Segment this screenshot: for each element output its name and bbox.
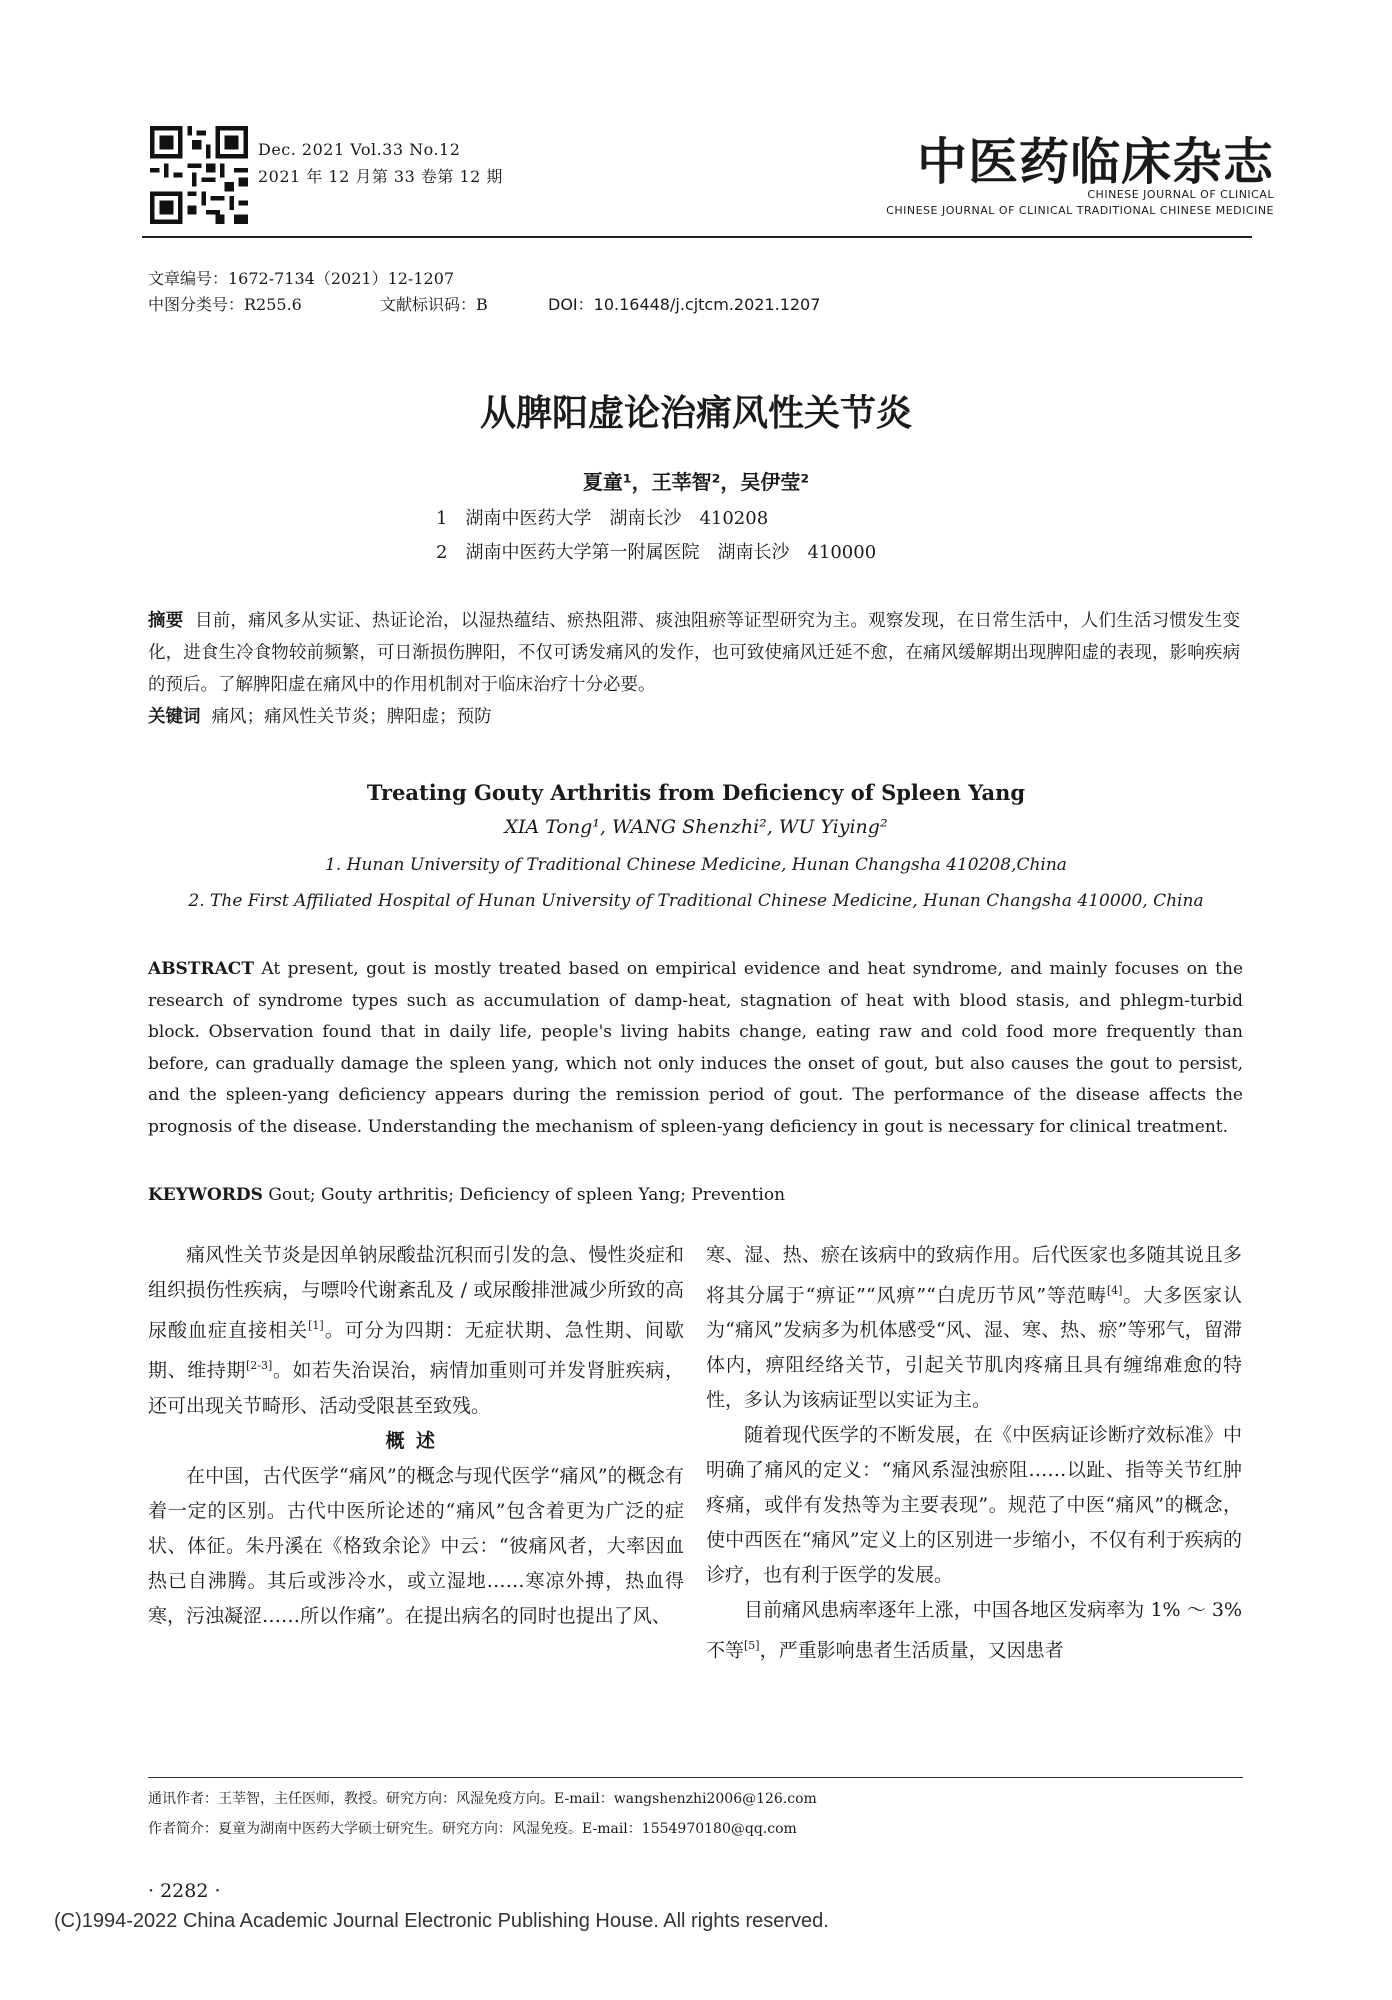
body-paragraph: 随着现代医学的不断发展，在《中医病证诊断疗效标准》中明确了痛风的定义：“痛风系湿浊瘀阻……以趾、指等关节红肿疼痛，或伴有发热等为主要表现”。规范了中医“痛风”的概念，使中西医在“痛风”定义上的区别进一步缩小，不仅有利于疾病的诊疗，也有利于医学的发展。 [706, 1424, 1242, 1587]
abstract-cn-label: 摘要 [148, 611, 184, 631]
journal-subtitle: CHINESE JOURNAL OF CLINICAL [1087, 188, 1274, 201]
abstract-cn [148, 605, 1240, 733]
body-paragraph: 目前痛风患病率逐年上涨，中国各地区发病率为 1% ～ 3% 不等[5]，严重影响患者生活质量，又因患者 [706, 1599, 1242, 1662]
body-column-left [148, 1238, 684, 1634]
affiliation-en-2: 2. The First Affiliated Hospital of Hunan University of Traditional Chinese Medicine, Hunan Changsha 410000, China [188, 891, 1204, 911]
document-code: 文献标识码：B [380, 295, 488, 314]
affiliation-cn-1: 1 湖南中医药大学 湖南长沙 410208 [436, 508, 769, 529]
footnote-corresponding-author: 通讯作者：王莘智，主任医师，教授。研究方向：风湿免疫方向。E-mail：wangshenzhi2006@126.com [148, 1791, 817, 1807]
abstract-en-text: At present, gout is mostly treated based on empirical evidence and heat syndrome, and mainly focuses on the research of syndrome types such as accumulation of damp-heat, stagnation of heat with blood stasis, and phlegm-turbid block. Observation found that in daily life, people's living habits change, eating raw and cold food more frequently than before, can gradually damage the spleen yang, which not only induces the onset of gout, but also causes the gout to persist, and the spleen-yang deficiency appears during the remission period of gout. The performance of the disease affects the prognosis of the disease. Understanding the mechanism of spleen-yang deficiency in gout is necessary for clinical treatment. [148, 959, 1244, 1137]
copyright-notice: (C)1994-2022 China Academic Journal Electronic Publishing House. All rights reserved. [54, 1910, 829, 1932]
issue-cn: 2021 年 12 月第 33 卷第 12 期 [258, 167, 503, 186]
body-paragraph: 在中国，古代医学“痛风”的概念与现代医学“痛风”的概念有着一定的区别。古代中医所论述的“痛风”包含着更为广泛的症状、体征。朱丹溪在《格致余论》中云：“彼痛风者，大率因血热已自沸腾。其后或涉冷水，或立湿地……寒凉外搏，热血得寒，污浊凝涩……所以作痛”。在提出病名的同时也提出了风、 [148, 1464, 684, 1627]
citation: [2-3] [246, 1359, 273, 1373]
body-paragraph: 痛风性关节炎是因单钠尿酸盐沉积而引发的急、慢性炎症和组织损伤性疾病，与嘌呤代谢紊乱及 / 或尿酸排泄减少所致的高尿酸血症直接相关[1]。可分为四期：无症状期、急性期、间歇期、维持期[2-3]。如若失治误治，病情加重则可并发肾脏疾病，还可出现关节畸形、活动受限甚至致残。 [148, 1244, 684, 1417]
citation: [5] [744, 1639, 760, 1653]
keywords-cn: 痛风；痛风性关节炎；脾阳虚；预防 [211, 707, 492, 727]
issue-en: Dec. 2021 Vol.33 No.12 [258, 140, 461, 159]
abstract-cn-text: 目前，痛风多从实证、热证论治，以湿热蕴结、瘀热阻滞、痰浊阻瘀等证型研究为主。观察发现，在日常生活中，人们生活习惯发生变化，进食生冷食物较前频繁，可日渐损伤脾阳，不仅可诱发痛风的发作，也可致使痛风迁延不愈，在痛风缓解期出现脾阳虚的表现，影响疾病的预后。了解脾阳虚在痛风中的作用机制对于临床治疗十分必要。 [148, 611, 1240, 695]
keywords-en: Gout; Gouty arthritis; Deficiency of spleen Yang; Prevention [268, 1185, 786, 1205]
keywords-en-label: KEYWORDS [148, 1185, 263, 1205]
journal-subtitle-full: CHINESE JOURNAL OF CLINICAL TRADITIONAL CHINESE MEDICINE [886, 204, 1274, 217]
affiliation-en-1: 1. Hunan University of Traditional Chinese Medicine, Hunan Changsha 410208,China [325, 855, 1067, 875]
classification-number: 中图分类号：R255.6 [148, 295, 302, 314]
footnote-divider [148, 1777, 1243, 1778]
qr-code-icon [150, 126, 248, 224]
abstract-en-label: ABSTRACT [148, 959, 254, 979]
authors-en: XIA Tong¹, WANG Shenzhi², WU Yiying² [504, 816, 888, 838]
article-title-cn: 从脾阳虚论治痛风性关节炎 [479, 393, 912, 434]
article-title-en: Treating Gouty Arthritis from Deficiency of Spleen Yang [366, 780, 1026, 805]
journal-logo: 中医药临床杂志 [917, 132, 1274, 191]
page-number: · 2282 · [148, 1880, 221, 1902]
footnote-author-intro: 作者简介：夏童为湖南中医药大学硕士研究生。研究方向：风湿免疫。E-mail：1554970180@qq.com [148, 1821, 797, 1837]
body-paragraph: 寒、湿、热、瘀在该病中的致病作用。后代医家也多随其说且多将其分属于“痹证”“风痹”“白虎历节风”等范畴[4]。大多医家认为“痛风”发病多为机体感受“风、湿、寒、热、瘀”等邪气，留滞体内，痹阻经络关节，引起关节肌肉疼痛且具有缠绵难愈的特性，多认为该病证型以实证为主。 [706, 1244, 1242, 1412]
affiliation-cn-2: 2 湖南中医药大学第一附属医院 湖南长沙 410000 [436, 542, 877, 563]
article-number: 文章编号：1672-7134（2021）12-1207 [148, 269, 455, 288]
doi: DOI：10.16448/j.cjtcm.2021.1207 [548, 295, 821, 314]
authors-cn: 夏童¹，王莘智²，吴伊莹² [582, 470, 810, 494]
header-divider [142, 236, 1252, 238]
citation: [1] [308, 1319, 324, 1332]
citation: [4] [1106, 1284, 1123, 1297]
keywords-cn-label: 关键词 [148, 707, 201, 727]
body-column-right [706, 1238, 1242, 1669]
keywords-en-line [148, 1185, 1243, 1205]
section-heading: 概述 [385, 1429, 447, 1452]
abstract-en [148, 954, 1243, 1143]
